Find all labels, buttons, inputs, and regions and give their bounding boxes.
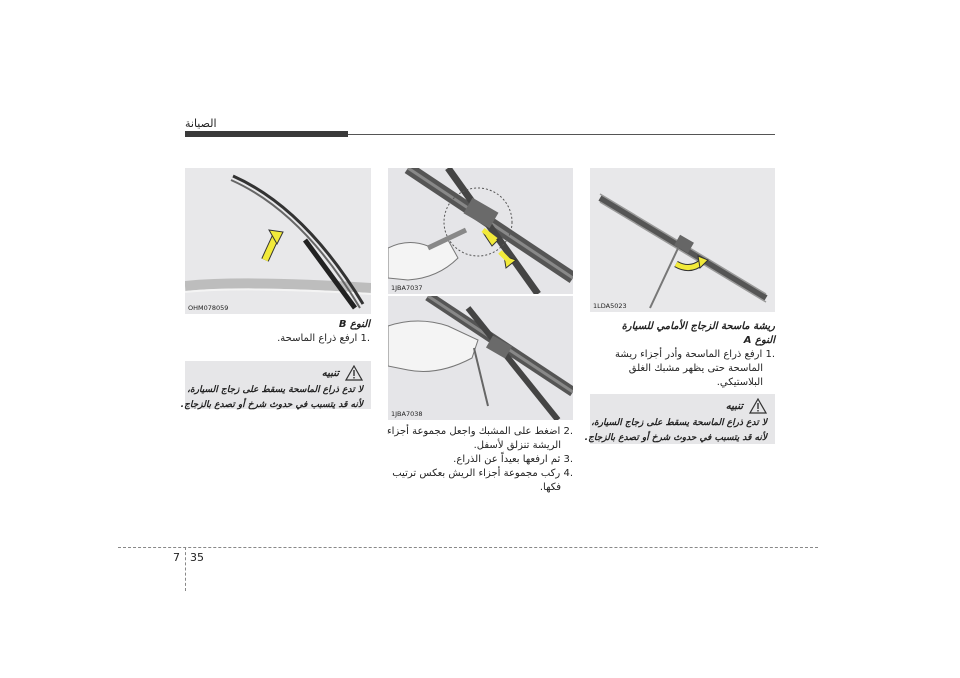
figure-code: 1LDA5023 <box>593 302 627 310</box>
type-a-heading: النوع A <box>743 335 775 346</box>
blade-rotate-illustration <box>590 168 775 312</box>
right-step-1-line-2: الماسحة حتى يظهر مشبك الغلق <box>628 363 763 374</box>
middle-step-3: .3 ثم ارفعها بعيداً عن الذراع. <box>453 454 573 465</box>
warning-triangle-icon <box>345 365 363 381</box>
caution-line-1: لا تدع ذراع الماسحة يسقط على زجاج السيارة، <box>591 418 767 428</box>
figure-code: 1JBA7038 <box>391 410 423 418</box>
caution-title: تنبيه <box>725 400 743 412</box>
header-rule-thin <box>348 134 775 135</box>
figure-left <box>185 168 371 314</box>
right-step-1-line-1: .1 ارفع ذراع الماسحة وأدر أجزاء ريشة <box>615 349 775 360</box>
caution-header <box>322 365 363 381</box>
middle-step-2-line-2: الريشة تنزلق لأسفل. <box>473 440 561 451</box>
left-step-1: .1 ارفع ذراع الماسحة. <box>277 333 370 344</box>
caution-box-right <box>584 394 775 444</box>
middle-instructions <box>383 425 573 495</box>
caution-line-1: لا تدع ذراع الماسحة يسقط على زجاج السيارة، <box>187 385 363 395</box>
section-title: ريشة ماسحة الزجاج الأمامي للسيارة <box>621 321 775 332</box>
caution-body <box>181 383 363 413</box>
caution-header <box>726 398 767 414</box>
footer-divider-left <box>185 547 186 591</box>
middle-step-2-line-1: .2 اضغط على المشبك واجعل مجموعة أجزاء <box>386 426 573 437</box>
chapter-number: 7 <box>173 551 180 564</box>
caution-box-left <box>180 361 371 410</box>
left-instructions <box>180 318 370 346</box>
page-header-title: الصيانة <box>185 117 217 130</box>
wiper-arm-lifted-illustration <box>185 168 371 314</box>
clip-press-illustration <box>388 168 573 294</box>
right-step-1-line-3: البلاستيكي. <box>716 377 763 388</box>
footer-rule <box>118 547 818 548</box>
page-number: 35 <box>190 551 204 564</box>
caution-line-2: لأنه قد يتسبب في حدوث شرخ أو تصدع بالزجاج. <box>584 433 767 443</box>
middle-step-4-line-1: .4 ركب مجموعة أجزاء الريش بعكس ترتيب <box>392 468 573 479</box>
figure-code: OHM078059 <box>188 304 229 312</box>
figure-middle-bottom <box>388 296 573 420</box>
caution-line-2: لأنه قد يتسبب في حدوث شرخ أو تصدع بالزجاج. <box>180 400 363 410</box>
caution-body <box>585 416 767 446</box>
header-rule-thick <box>185 131 348 137</box>
figure-right <box>590 168 775 312</box>
figure-middle-top <box>388 168 573 294</box>
figure-code: 1JBA7037 <box>391 284 423 292</box>
type-b-heading: النوع B <box>338 319 370 330</box>
middle-step-4-line-2: فكها. <box>539 482 561 493</box>
warning-triangle-icon <box>749 398 767 414</box>
caution-title: تنبيه <box>321 367 339 379</box>
right-instructions <box>585 320 775 390</box>
blade-remove-illustration <box>388 296 573 420</box>
